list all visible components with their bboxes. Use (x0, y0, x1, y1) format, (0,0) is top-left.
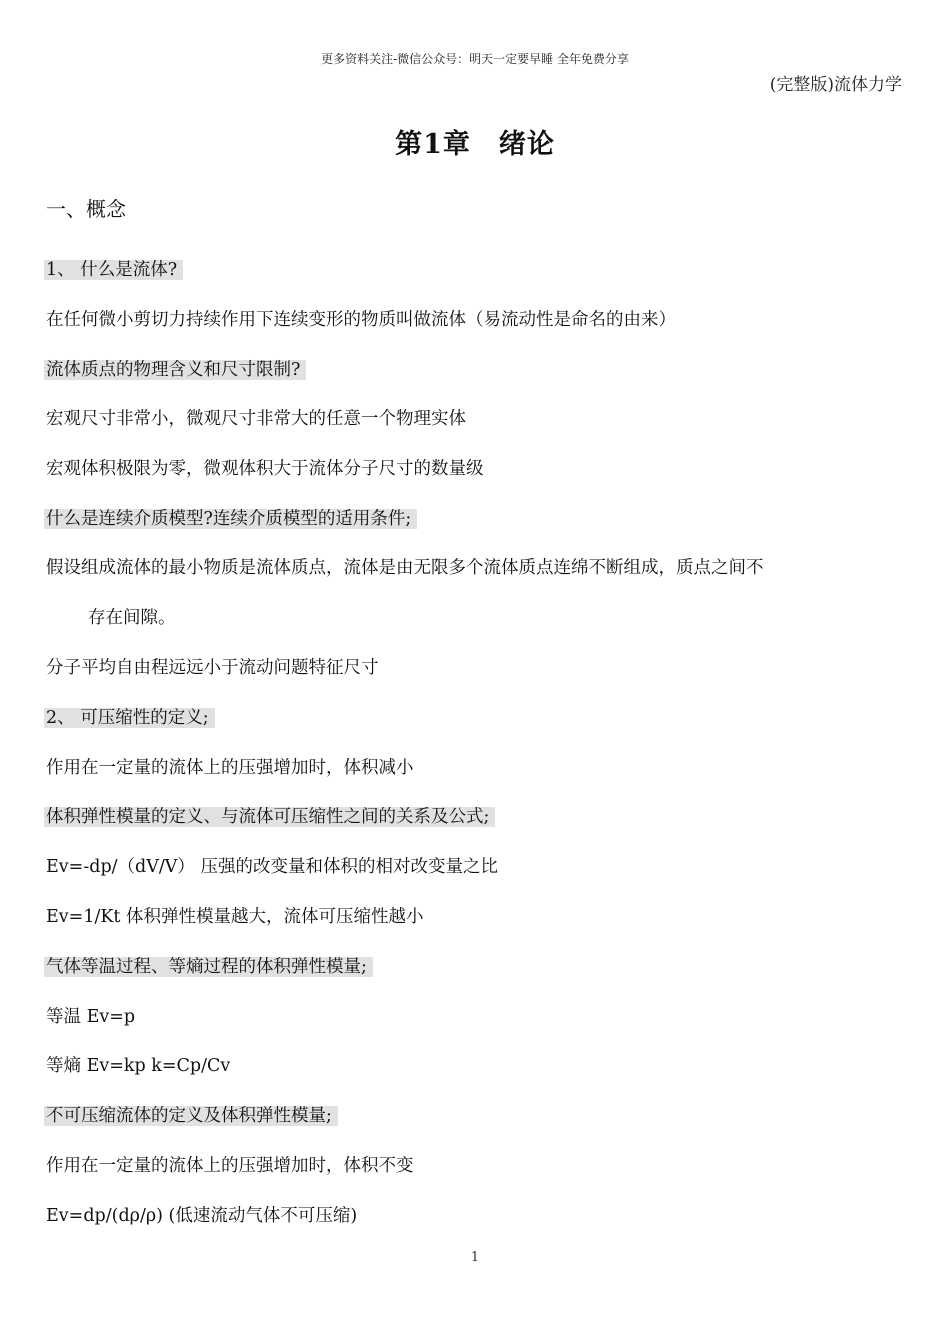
highlight: 体积弹性模量的定义、与流体可压缩性之间的关系及公式; (44, 807, 495, 827)
formula-line: Ev=-dp/（dV/V） 压强的改变量和体积的相对改变量之比 (46, 857, 498, 877)
header-promo-text: 更多资料关注-微信公众号：明天一定要早睡 全年免费分享 (321, 52, 629, 66)
formula-line: Ev=1/Kt 体积弹性模量越大，流体可压缩性越小 (46, 907, 424, 927)
paragraph-line: 分子平均自由程远远小于流动问题特征尺寸 (46, 658, 379, 678)
paragraph-line: 宏观体积极限为零，微观体积大于流体分子尺寸的数量级 (46, 459, 484, 479)
chapter-title: 第1章 绪论 (395, 129, 555, 160)
highlight: 流体质点的物理含义和尺寸限制? (44, 360, 306, 380)
paragraph-line: 作用在一定量的流体上的压强增加时，体积减小 (46, 758, 414, 778)
highlight: 1、 什么是流体? (44, 260, 183, 280)
question-continuum-model (46, 506, 417, 532)
highlight: 2、 可压缩性的定义; (44, 708, 215, 728)
paragraph-line: 假设组成流体的最小物质是流体质点，流体是由无限多个流体质点连绵不断组成，质点之间不 (46, 558, 764, 578)
formula-line: 等熵 Ev=kp k=Cp/Cv (46, 1056, 231, 1076)
question-compressibility (46, 705, 215, 731)
question-incompressible (46, 1103, 338, 1129)
paragraph-line: 宏观尺寸非常小，微观尺寸非常大的任意一个物理实体 (46, 409, 466, 429)
paragraph-line: 作用在一定量的流体上的压强增加时，体积不变 (46, 1156, 414, 1176)
highlight: 不可压缩流体的定义及体积弹性模量; (44, 1106, 338, 1126)
question-what-is-fluid (46, 257, 183, 283)
question-gas-modulus (46, 954, 373, 980)
paragraph-line: 存在间隙。 (88, 608, 176, 628)
question-bulk-modulus (46, 804, 495, 830)
section-title: 一、概念 (46, 197, 126, 221)
formula-line: 等温 Ev=p (46, 1007, 136, 1027)
highlight: 气体等温过程、等熵过程的体积弹性模量; (44, 957, 373, 977)
question-fluid-particle (46, 357, 306, 383)
paragraph-line: 在任何微小剪切力持续作用下连续变形的物质叫做流体（易流动性是命名的由来） (46, 310, 676, 330)
highlight: 什么是连续介质模型?连续介质模型的适用条件; (44, 509, 417, 529)
page-number: 1 (470, 1250, 480, 1265)
document-title: (完整版)流体力学 (769, 75, 902, 95)
formula-line: Ev=dp/(dρ/ρ) (低速流动气体不可压缩) (46, 1206, 358, 1226)
